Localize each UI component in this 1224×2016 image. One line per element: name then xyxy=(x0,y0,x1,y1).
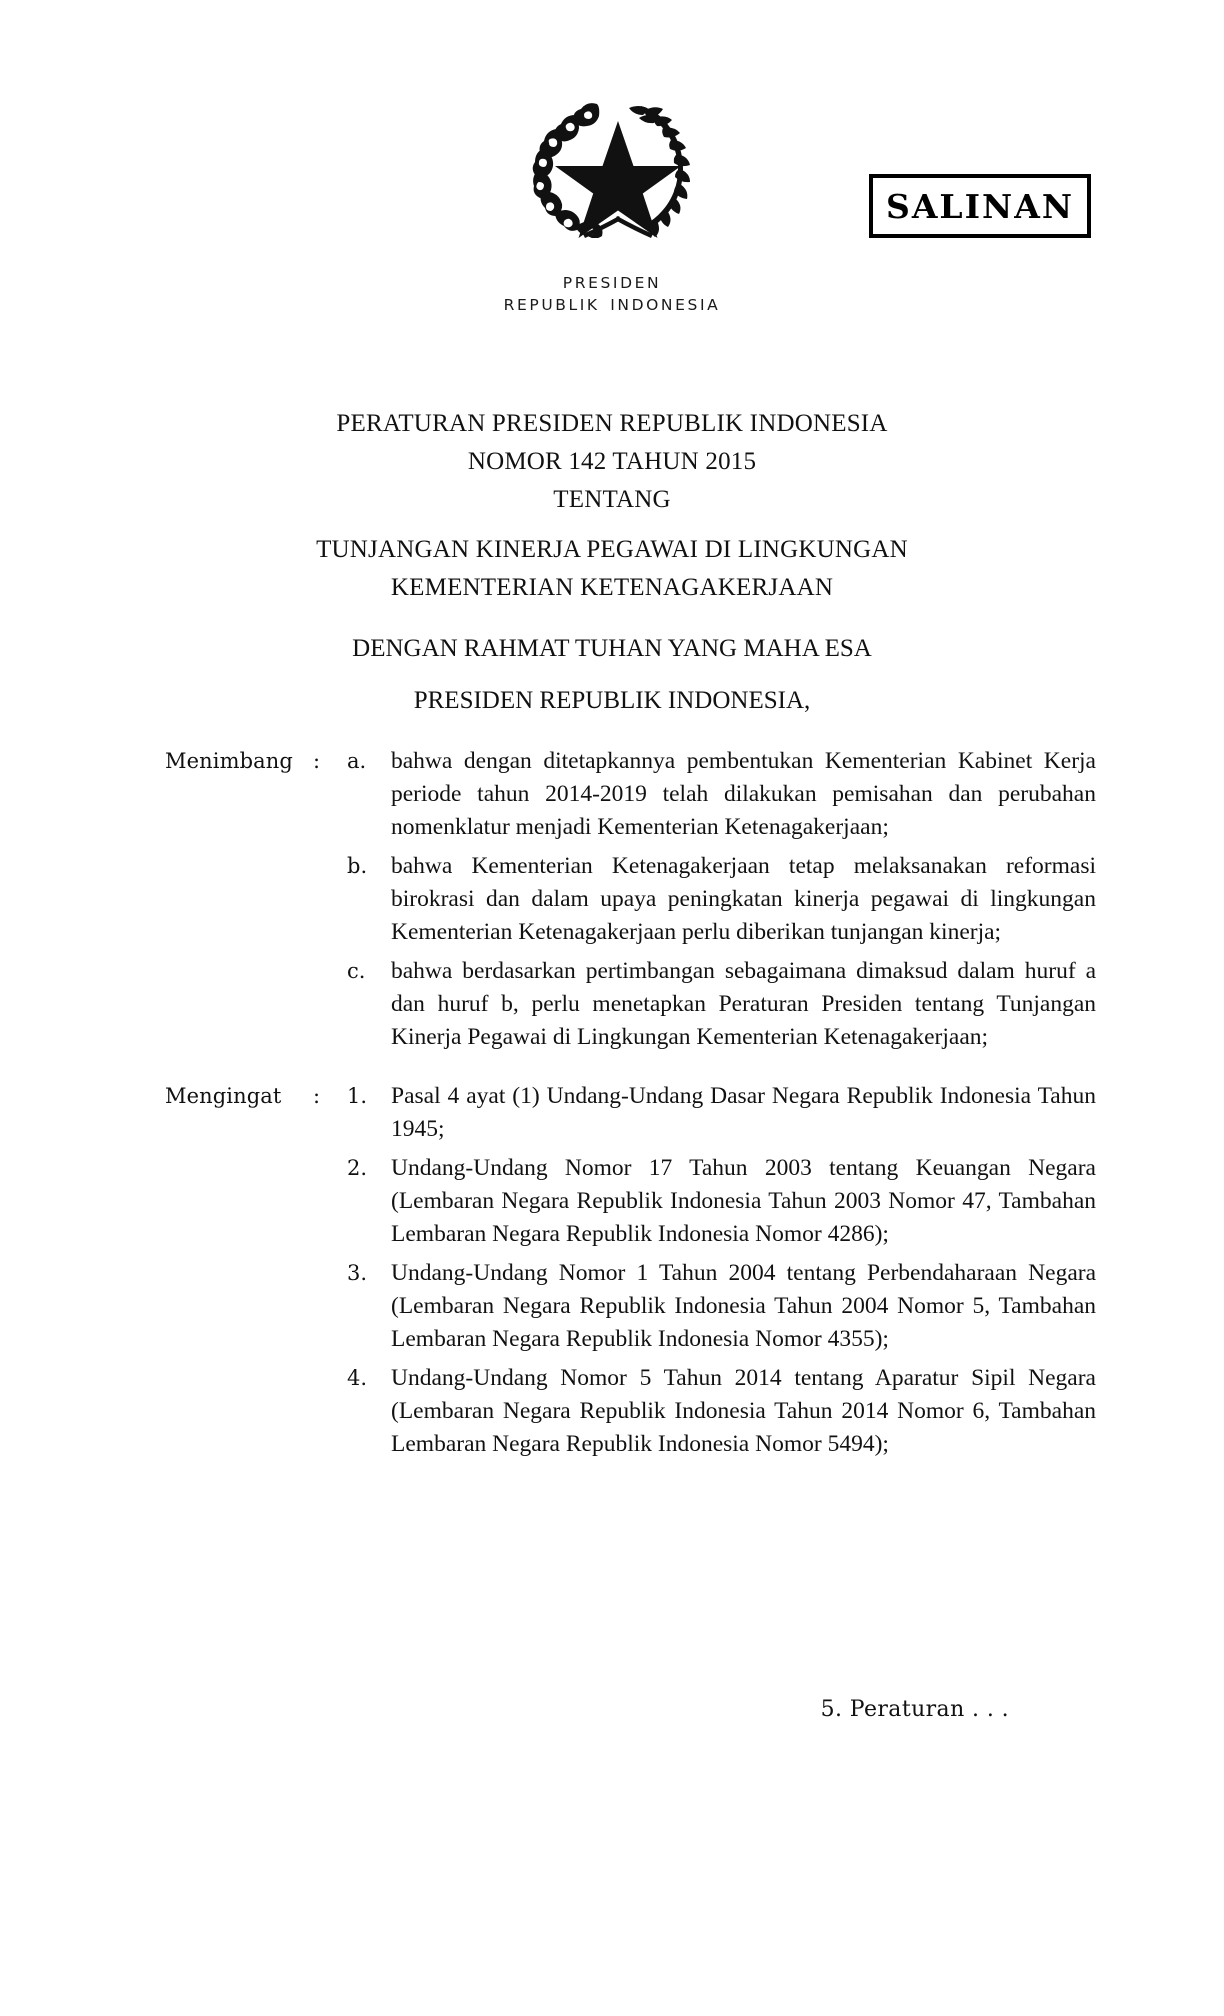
page-continuation-marker: 5. Peraturan . . . xyxy=(820,1697,1009,1722)
consideration-item-b xyxy=(0,850,1224,949)
legal-basis-item-2 xyxy=(0,1152,1224,1251)
preamble-authority: PRESIDEN REPUBLIK INDONESIA, xyxy=(413,687,811,714)
emblem-caption-line-2: REPUBLIK INDONESIA xyxy=(503,296,721,314)
document-preamble xyxy=(0,630,1224,720)
salinan-stamp-label: SALINAN xyxy=(885,186,1074,226)
legal-basis-text-2: Undang-Undang Nomor 17 Tahun 2003 tentang Keuangan Negara (Lembaran Negara Republik Indonesia Tahun 2003 Nomor 47, Tambahan Lembaran Negara Republik Indonesia Nomor 4286); xyxy=(391,1155,1096,1247)
considerations-colon: : xyxy=(313,749,321,773)
consideration-text-c: bahwa berdasarkan pertimbangan sebagaimana dimaksud dalam huruf a dan huruf b, perlu menetapkan Peraturan Presiden tentang Tunjangan Kinerja Pegawai di Lingkungan Kementerian Ketenagakerjaan; xyxy=(391,958,1096,1050)
legal-basis-text-3: Undang-Undang Nomor 1 Tahun 2004 tentang Perbendaharaan Negara (Lembaran Negara Republik Indonesia Tahun 2004 Nomor 5, Tambahan Lembaran Negara Republik Indonesia Nomor 4355); xyxy=(391,1260,1096,1352)
legal-basis-label: Mengingat xyxy=(165,1084,282,1108)
title-line-subject-1: TUNJANGAN KINERJA PEGAWAI DI LINGKUNGAN xyxy=(316,536,908,563)
emblem-caption-line-1: PRESIDEN xyxy=(562,274,662,292)
legal-basis-colon: : xyxy=(313,1084,321,1108)
legal-basis-item-1 xyxy=(0,1080,1224,1146)
document-title-block xyxy=(0,405,1224,607)
legal-basis-text-4: Undang-Undang Nomor 5 Tahun 2014 tentang Aparatur Sipil Negara (Lembaran Negara Republik Indonesia Tahun 2014 Nomor 6, Tambahan Lembaran Negara Republik Indonesia Nomor 5494); xyxy=(391,1365,1096,1457)
consideration-marker-a: a. xyxy=(347,749,367,773)
legal-basis-text-1: Pasal 4 ayat (1) Undang-Undang Dasar Negara Republik Indonesia Tahun 1945; xyxy=(391,1083,1096,1142)
considerations-label: Menimbang xyxy=(165,749,293,773)
title-line-number: NOMOR 142 TAHUN 2015 xyxy=(467,448,757,475)
consideration-item-c xyxy=(0,955,1224,1054)
title-line-subject-2: KEMENTERIAN KETENAGAKERJAAN xyxy=(390,574,834,601)
consideration-marker-c: c. xyxy=(347,959,366,983)
legal-basis-marker-3: 3. xyxy=(347,1261,368,1285)
legal-basis-item-3 xyxy=(0,1257,1224,1356)
legal-basis-marker-2: 2. xyxy=(347,1156,368,1180)
consideration-marker-b: b. xyxy=(347,854,368,878)
consideration-text-a: bahwa dengan ditetapkannya pembentukan Kementerian Kabinet Kerja periode tahun 2014-2019 telah dilakukan pemisahan dan perubahan nomenklatur menjadi Kementerian Ketenagakerjaan; xyxy=(391,748,1096,840)
legal-basis-marker-4: 4. xyxy=(347,1366,368,1390)
preamble-blessing: DENGAN RAHMAT TUHAN YANG MAHA ESA xyxy=(352,635,872,662)
salinan-stamp xyxy=(869,174,1091,238)
document-masthead xyxy=(0,0,1224,330)
consideration-item-a xyxy=(0,745,1224,844)
legal-basis-section xyxy=(0,1080,1224,1461)
title-line-regulation: PERATURAN PRESIDEN REPUBLIK INDONESIA xyxy=(336,410,888,437)
presidential-emblem-icon xyxy=(523,88,713,238)
title-line-tentang: TENTANG xyxy=(553,486,671,513)
emblem-caption xyxy=(0,272,1224,316)
considerations-section xyxy=(0,745,1224,1054)
consideration-text-b: bahwa Kementerian Ketenagakerjaan tetap melaksanakan reformasi birokrasi dan dalam upaya peningkatan kinerja pegawai di lingkungan Kementerian Ketenagakerjaan perlu diberikan tunjangan kinerja; xyxy=(391,853,1096,945)
legal-basis-item-4 xyxy=(0,1362,1224,1461)
document-body xyxy=(0,745,1224,1487)
legal-basis-marker-1: 1. xyxy=(347,1084,368,1108)
